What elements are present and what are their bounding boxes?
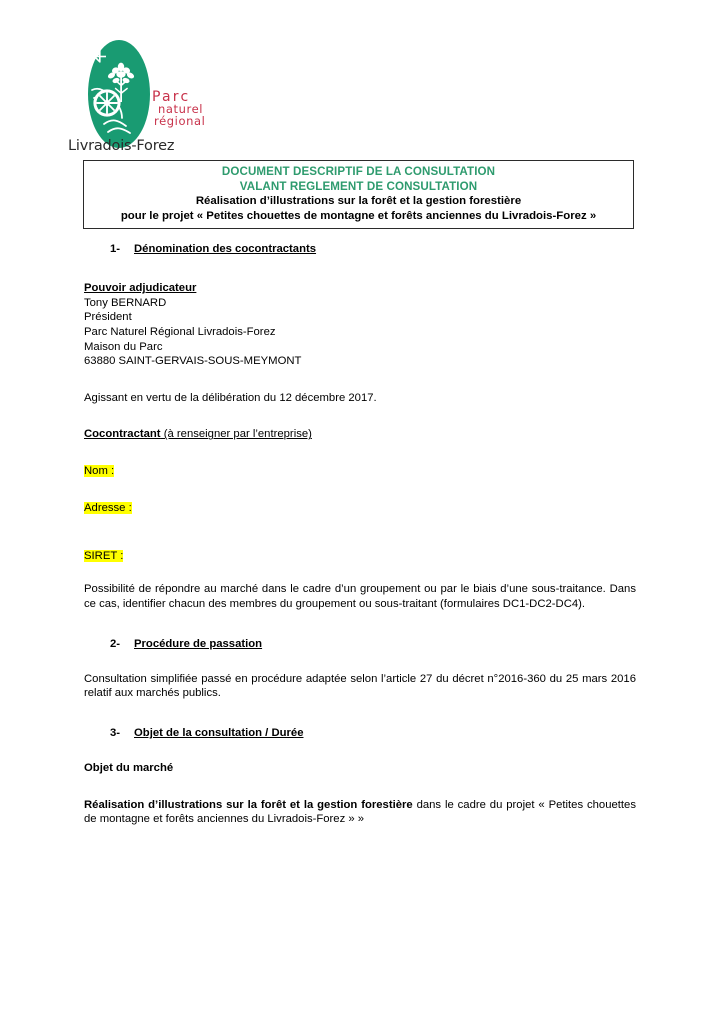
objet-du-marche-heading	[84, 761, 636, 776]
field-adresse	[84, 501, 636, 516]
section-title-1: Dénomination des cocontractants	[134, 243, 317, 255]
objet-paragraph-rest: dans le cadre du projet « Petites chouettes de montagne et forêts anciennes du Livradois-Forez » »	[84, 798, 636, 826]
procedure-paragraph: Consultation simplifiée passé en procédure adaptée selon l’article 27 du décret n°2016-360 du 25 mars 2016 relatif aux marchés publics.	[84, 672, 636, 700]
logo-emblem-icon	[88, 40, 150, 148]
section-number-3: 3-	[110, 726, 121, 739]
deliberation-paragraph: Agissant en vertu de la délibération du 12 décembre 2017.	[84, 391, 377, 404]
park-logo	[68, 38, 268, 158]
field-nom	[84, 464, 636, 479]
title-line-2: VALANT REGLEMENT DE CONSULTATION	[239, 180, 478, 194]
title-box	[83, 160, 634, 229]
cocontractant-label: Cocontractant	[84, 428, 161, 441]
field-siret	[84, 549, 636, 564]
pouvoir-adjudicateur-heading	[84, 281, 636, 296]
objet-paragraph	[84, 798, 636, 827]
field-siret-label: SIRET :	[84, 550, 124, 563]
section-number-1: 1-	[110, 243, 121, 255]
objet-paragraph-bold: Réalisation d’illustrations sur la forêt et la gestion forestière	[84, 798, 413, 811]
logo-wordmark	[152, 90, 262, 128]
logo-word-livradois-forez: Livradois-Forez	[68, 138, 175, 154]
logo-word-regional: régional	[154, 113, 206, 128]
section-number-2: 2-	[110, 637, 121, 650]
field-adresse-label: Adresse :	[84, 501, 132, 514]
section-title-2: Procédure de passation	[134, 637, 263, 650]
document-body	[84, 243, 636, 827]
pouvoir-adjudicateur-label: Pouvoir adjudicateur	[84, 282, 197, 294]
section-heading-2	[84, 638, 636, 650]
groupement-paragraph: Possibilité de répondre au marché dans le cadre d’un groupement ou par le biais d’une sous-traitance. Dans ce cas, identifier chacun des membres du groupement ou sous-traitant (formulaires DC1-DC2-DC4).	[84, 583, 636, 610]
objet-du-marche-label: Objet du marché	[84, 761, 174, 774]
section-heading-3	[84, 727, 636, 739]
address-line-role: Président	[84, 311, 132, 324]
address-line-city: 63880 SAINT-GERVAIS-SOUS-MEYMONT	[84, 355, 302, 368]
field-nom-label: Nom :	[84, 465, 115, 478]
cocontractant-note: (à renseigner par l’entreprise)	[160, 428, 312, 441]
logo-word-naturel: naturel	[158, 102, 204, 117]
title-line-1: DOCUMENT DESCRIPTIF DE LA CONSULTATION	[221, 165, 496, 178]
address-line-street: Maison du Parc	[84, 340, 163, 353]
title-line-3: Réalisation d’illustrations sur la forêt et la gestion forestière	[195, 195, 522, 208]
section-heading-1	[84, 243, 636, 255]
logo-word-parc: Parc	[152, 89, 191, 105]
address-line-organisation: Parc Naturel Régional Livradois-Forez	[84, 325, 276, 338]
address-line-name: Tony BERNARD	[84, 296, 167, 309]
cocontractant-heading	[84, 427, 636, 442]
title-line-4: pour le projet « Petites chouettes de montagne et forêts anciennes du Livradois-Forez »	[120, 209, 597, 222]
section-title-3: Objet de la consultation / Durée	[134, 726, 304, 739]
